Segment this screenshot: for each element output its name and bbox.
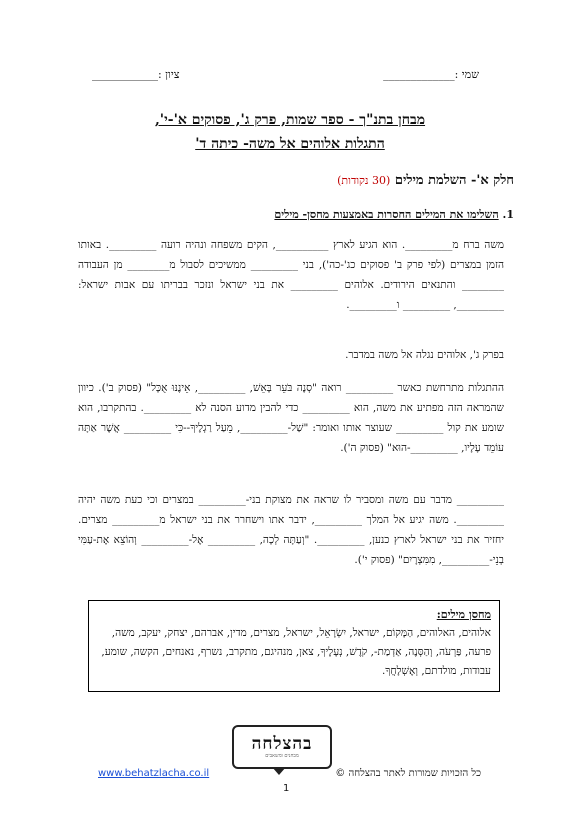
exam-title-line1: מבחן בתנ"ך - ספר שמות, פרק ג', פסוקים א'-י', xyxy=(154,112,426,128)
word-bank-box xyxy=(88,600,500,692)
logo-main-text: בהצלחה xyxy=(251,733,313,754)
paragraph-1[interactable]: משה ברח מ_________. הוא הגיע לארץ __________, הקים משפחה ונהיה רועה _________. באותו הזמן במצרים (לפי פרק ב' פסוקים כג'-כה'), בני _________ ממשיכים לסבול מ________ מן העבודה ________ והתנאים הירודים. אלוהים _________ את בני ישראל ונזכר בבריתו עם אבות ישראל: _________, _________ ו_________. xyxy=(78,239,504,311)
paragraph-3[interactable]: ההתגלות מתרחשת כאשר _________ רואה "סְנֶה בֹּעֵר בָּאֵשׁ, _________, אֵינֶנּוּ אֻכָּל" (פסוק ב'). כיוון שהמראה הזה מפתיע את משה, הוא _________ כדי להבין מדוע הסנה לא _________. בהתקרבו, הוא שומע את קול _________ שעוצר אותו ואומר: "שַׁל-_________, מֵעַל רַגְלֶיךָ--כִּי _________ אֲשֶׁר אַתָּה עוֹמֵד עָלָיו, _________-הוּא" (פסוק ה'). xyxy=(78,382,504,454)
page-number: 1 xyxy=(283,783,290,794)
question-number: 1. xyxy=(502,208,514,221)
section-points: (30 נקודות) xyxy=(337,174,391,187)
question-text: השלימו את המילים החסרות באמצעות מחסן- מילים xyxy=(274,208,499,221)
word-bank-title: מחסן מילים: xyxy=(436,608,491,621)
section-title: חלק א'- השלמת מילים xyxy=(394,173,514,188)
section-heading xyxy=(74,172,514,188)
word-bank-words: אלוהים, האלוהים, הַמָּקוֹם, ישראל, יִשְׂרָאֵל, ישראל, מצרים, מדין, אברהם, יצחק, יעקב, משה, פרעה, פַּרְעֹה, וְהַסְּנֶה, אַדְמַת-, קֹדֶשׁ, נְעָלֶיךָ, צאן, מנהיגם, מתקרב, נשרף, נאנחים, הקשה, שומע, עבודות, מולדתם, וְאֶשְׁלָחֲךָ. xyxy=(101,627,491,677)
website-link[interactable]: www.behatzlacha.co.il xyxy=(98,768,210,779)
paragraph-2: בפרק ג', אלוהים נגלה אל משה במדבר. xyxy=(345,349,504,361)
logo-speech-tail xyxy=(272,767,286,775)
exam-title-line2: התגלות אלוהים אל משה- כיתה ד' xyxy=(195,136,385,152)
behatzlacha-logo xyxy=(232,725,332,769)
logo-sub-text: מבחנים ומשאבים xyxy=(265,752,299,759)
copyright-notice: כל הזכויות שמורות לאתר בהצלחה © xyxy=(335,768,481,779)
question-instruction xyxy=(74,208,514,221)
grade-field[interactable]: ציון :____________ xyxy=(92,68,180,81)
name-field[interactable]: שמי :_____________ xyxy=(383,68,479,81)
paragraph-4[interactable]: _________ מדבר עם משה ומסביר לו שראה את מצוקת בני-_________ במצרים וכי כעת משה יהיה _________. משה יגיע אל המלך _________, ידבר אתו וישחרר את בני ישראל מ_________ מצרים. יחזיר את בני ישראל לארץ כנען, _________. "וְעַתָּה לְכָה, _________ אֶל-_________ וְהוֹצֵא אֶת-עַמִּי בְנֵי-_________, מִמִּצְרָיִם" (פסוק י'). xyxy=(78,494,504,566)
